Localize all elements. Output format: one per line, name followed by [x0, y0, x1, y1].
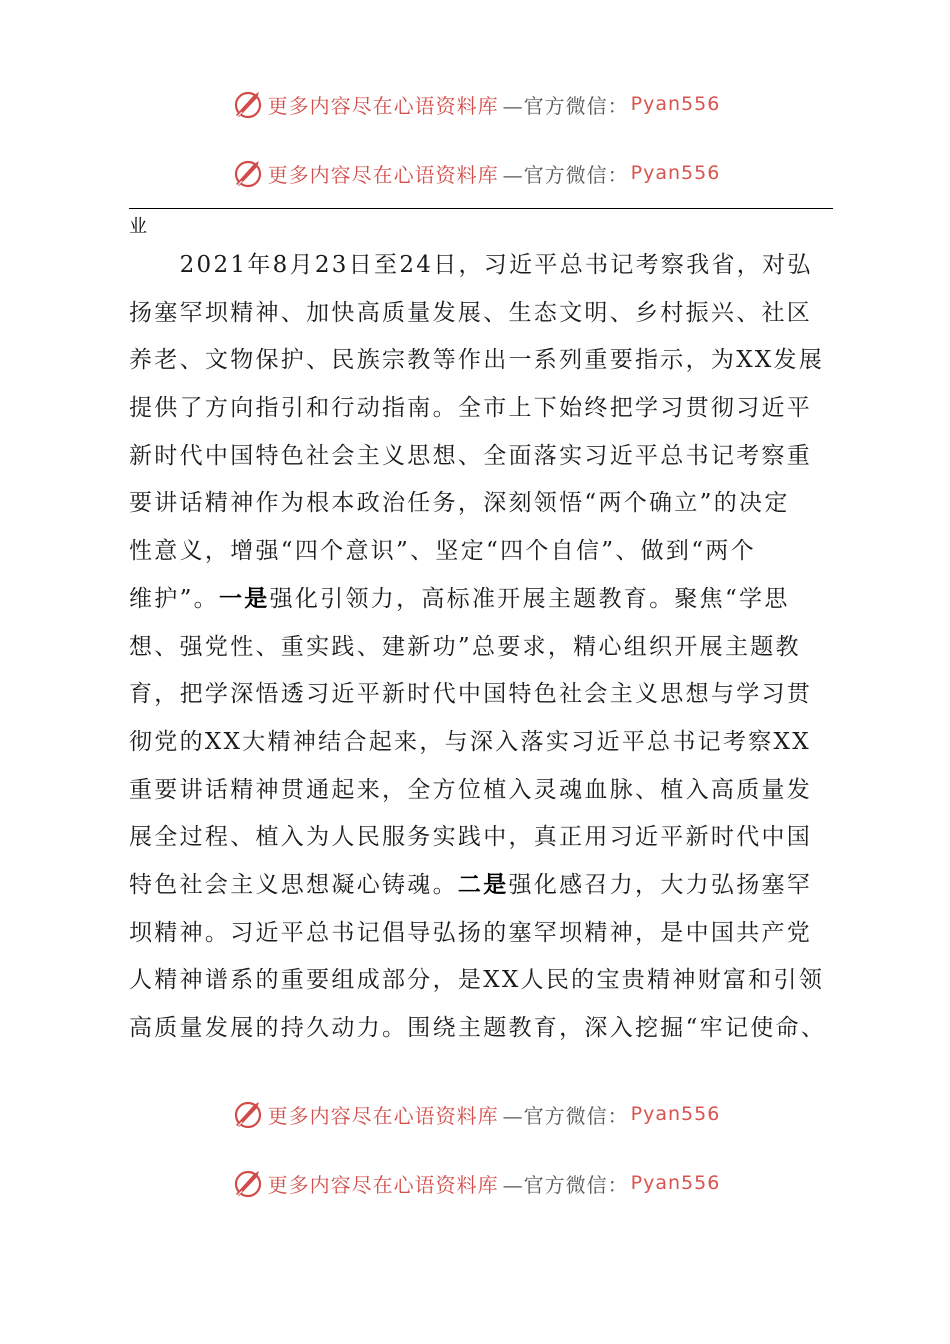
text-line: 想、强党性、重实践、建新功”总要求，精心组织开展主题教 — [129, 633, 801, 660]
bold-marker-first: 一是 — [218, 585, 270, 612]
pen-logo-icon — [230, 87, 266, 121]
watermark-text-main: 更多内容尽在心语资料库 — [267, 162, 499, 187]
carried-over-text: 业 — [129, 216, 147, 237]
text-segment: 强化引领力，高标准开展主题教育。聚焦“学思 — [269, 585, 790, 612]
text-segment: 强化感召力，大力弘扬塞罕 — [508, 871, 813, 898]
pen-logo-icon — [230, 1166, 266, 1200]
watermark-text-id: Pyan556 — [630, 1172, 721, 1194]
watermark-text-dash: —官方微信： — [502, 93, 629, 118]
text-line: 育，把学深悟透习近平新时代中国特色社会主义思想与学习贯 — [129, 681, 813, 708]
bold-marker-second: 二是 — [457, 871, 509, 898]
watermark-text-dash: —官方微信： — [502, 1103, 629, 1128]
text-line: 重要讲话精神贯通起来，全方位植入灵魂血脉、植入高质量发 — [129, 776, 813, 803]
text-line: 提供了方向指引和行动指南。全市上下始终把学习贯彻习近平 — [129, 395, 813, 422]
text-line: 高质量发展的持久动力。围绕主题教育，深入挖掘“牢记使命、 — [129, 1015, 827, 1041]
watermark-text-main: 更多内容尽在心语资料库 — [267, 1172, 499, 1197]
watermark-banner-4 — [0, 1163, 950, 1203]
text-line: 彻党的XX大精神结合起来，与深入落实习近平总书记考察XX — [129, 728, 811, 755]
document-body — [129, 242, 839, 1053]
text-line: 人精神谱系的重要组成部分，是XX人民的宝贵精神财富和引领 — [129, 967, 825, 994]
watermark-banner-2 — [0, 153, 950, 193]
text-line: 2021年8月23日至24日，习近平总书记考察我省，对弘 — [129, 252, 813, 278]
header-rule — [129, 208, 833, 209]
watermark-banner-1 — [0, 84, 950, 124]
text-segment: 特色社会主义思想凝心铸魂。 — [129, 871, 458, 898]
text-line-with-bold — [129, 862, 839, 910]
text-line: 要讲话精神作为根本政治任务，深刻领悟“两个确立”的决定 — [129, 490, 790, 517]
text-line: 性意义，增强“四个意识”、坚定“四个自信”、做到“两个 — [129, 538, 756, 565]
watermark-text-dash: —官方微信： — [502, 162, 629, 187]
pen-logo-icon — [230, 156, 266, 190]
watermark-text-id: Pyan556 — [630, 93, 721, 115]
text-line-with-bold — [129, 576, 839, 624]
watermark-text-id: Pyan556 — [630, 162, 721, 184]
watermark-banner-3 — [0, 1094, 950, 1134]
watermark-text-main: 更多内容尽在心语资料库 — [267, 93, 499, 118]
text-line: 坝精神。习近平总书记倡导弘扬的塞罕坝精神，是中国共产党 — [129, 919, 813, 946]
pen-logo-icon — [230, 1097, 266, 1131]
text-line: 扬塞罕坝精神、加快高质量发展、生态文明、乡村振兴、社区 — [129, 299, 813, 326]
watermark-text-main: 更多内容尽在心语资料库 — [267, 1103, 499, 1128]
text-segment: 维护”。 — [129, 585, 219, 612]
watermark-text-id: Pyan556 — [630, 1103, 721, 1125]
text-line: 展全过程、植入为人民服务实践中，真正用习近平新时代中国 — [129, 824, 813, 851]
text-line: 新时代中国特色社会主义思想、全面落实习近平总书记考察重 — [129, 442, 813, 469]
watermark-text-dash: —官方微信： — [502, 1172, 629, 1197]
text-line: 养老、文物保护、民族宗教等作出一系列重要指示，为XX发展 — [129, 347, 825, 374]
